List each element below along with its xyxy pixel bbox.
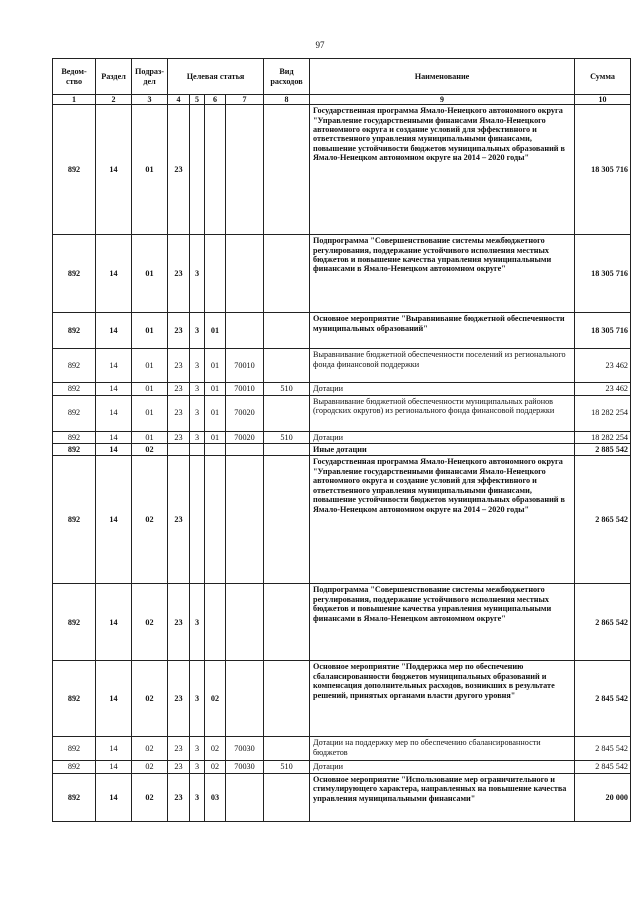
naimenovanie-cell: Дотации [310, 431, 575, 443]
razdel-cell: 14 [96, 584, 132, 661]
razdel-cell: 14 [96, 773, 132, 821]
table-row [53, 773, 631, 821]
summa-cell: 18 282 254 [575, 431, 631, 443]
column-number-cell: 3 [132, 95, 168, 105]
celevaya-statya-subprogram-cell: 3 [190, 383, 205, 395]
celevaya-statya-program-cell: 23 [168, 235, 190, 313]
vid-rashodov-cell [264, 395, 310, 431]
celevaya-statya-event-cell: 03 [205, 773, 226, 821]
summa-cell: 18 282 254 [575, 395, 631, 431]
naimenovanie-cell: Дотации [310, 383, 575, 395]
celevaya-statya-event-cell [205, 444, 226, 456]
header-vedomstvo: Ведом-ство [53, 59, 96, 95]
celevaya-statya-program-cell: 23 [168, 737, 190, 761]
vid-rashodov-cell [264, 235, 310, 313]
celevaya-statya-direction-cell: 70010 [226, 349, 264, 383]
celevaya-statya-subprogram-cell [190, 105, 205, 235]
celevaya-statya-direction-cell: 70030 [226, 737, 264, 761]
vid-rashodov-cell: 510 [264, 383, 310, 395]
celevaya-statya-subprogram-cell: 3 [190, 235, 205, 313]
vedomstvo-cell: 892 [53, 444, 96, 456]
vedomstvo-cell: 892 [53, 349, 96, 383]
celevaya-statya-program-cell: 23 [168, 773, 190, 821]
table-row [53, 235, 631, 313]
celevaya-statya-program-cell: 23 [168, 105, 190, 235]
celevaya-statya-direction-cell: 70020 [226, 395, 264, 431]
celevaya-statya-direction-cell [226, 105, 264, 235]
celevaya-statya-direction-cell [226, 444, 264, 456]
podrazdel-cell: 02 [132, 584, 168, 661]
vedomstvo-cell: 892 [53, 235, 96, 313]
podrazdel-cell: 01 [132, 105, 168, 235]
naimenovanie-cell: Дотации на поддержку мер по обеспечению сбалансированности бюджетов [310, 737, 575, 761]
celevaya-statya-direction-cell: 70030 [226, 761, 264, 773]
razdel-cell: 14 [96, 761, 132, 773]
column-number-cell: 8 [264, 95, 310, 105]
celevaya-statya-event-cell: 02 [205, 661, 226, 737]
column-number-cell: 10 [575, 95, 631, 105]
summa-cell: 18 305 716 [575, 105, 631, 235]
podrazdel-cell: 01 [132, 313, 168, 349]
vid-rashodov-cell [264, 661, 310, 737]
celevaya-statya-direction-cell [226, 773, 264, 821]
celevaya-statya-direction-cell [226, 313, 264, 349]
summa-cell: 2 845 542 [575, 761, 631, 773]
summa-cell: 2 845 542 [575, 737, 631, 761]
summa-cell: 20 000 [575, 773, 631, 821]
celevaya-statya-subprogram-cell: 3 [190, 661, 205, 737]
budget-table [52, 58, 631, 822]
celevaya-statya-program-cell: 23 [168, 383, 190, 395]
table-row [53, 761, 631, 773]
table-row [53, 349, 631, 383]
podrazdel-cell: 02 [132, 737, 168, 761]
naimenovanie-cell: Подпрограмма "Совершенствование системы межбюджетного регулирования, поддержание устойчивого исполнения местных бюджетов и повышение качества управления муниципальными финансами в Ямало-Ненецком автономном округе" [310, 584, 575, 661]
celevaya-statya-direction-cell [226, 456, 264, 584]
vedomstvo-cell: 892 [53, 313, 96, 349]
table-row [53, 456, 631, 584]
vid-rashodov-cell: 510 [264, 761, 310, 773]
header-summa: Сумма [575, 59, 631, 95]
podrazdel-cell: 01 [132, 349, 168, 383]
vid-rashodov-cell [264, 349, 310, 383]
celevaya-statya-event-cell [205, 105, 226, 235]
table-row [53, 444, 631, 456]
summa-cell: 23 462 [575, 349, 631, 383]
vid-rashodov-cell [264, 456, 310, 584]
vid-rashodov-cell [264, 584, 310, 661]
table-row [53, 395, 631, 431]
razdel-cell: 14 [96, 313, 132, 349]
celevaya-statya-event-cell: 01 [205, 395, 226, 431]
razdel-cell: 14 [96, 349, 132, 383]
summa-cell: 2 845 542 [575, 661, 631, 737]
celevaya-statya-subprogram-cell: 3 [190, 737, 205, 761]
celevaya-statya-event-cell: 01 [205, 313, 226, 349]
vedomstvo-cell: 892 [53, 105, 96, 235]
summa-cell: 18 305 716 [575, 235, 631, 313]
naimenovanie-cell: Основное мероприятие "Использование мер ограничительного и стимулирующего характера, направленных на повышение качества управления муниципальными финансами" [310, 773, 575, 821]
podrazdel-cell: 02 [132, 773, 168, 821]
celevaya-statya-subprogram-cell [190, 444, 205, 456]
podrazdel-cell: 02 [132, 444, 168, 456]
podrazdel-cell: 01 [132, 383, 168, 395]
column-number-cell: 2 [96, 95, 132, 105]
column-number-cell: 7 [226, 95, 264, 105]
podrazdel-cell: 01 [132, 395, 168, 431]
column-number-cell: 9 [310, 95, 575, 105]
celevaya-statya-program-cell: 23 [168, 661, 190, 737]
summa-cell: 18 305 716 [575, 313, 631, 349]
celevaya-statya-direction-cell: 70020 [226, 431, 264, 443]
razdel-cell: 14 [96, 105, 132, 235]
celevaya-statya-direction-cell [226, 584, 264, 661]
celevaya-statya-subprogram-cell: 3 [190, 349, 205, 383]
summa-cell: 2 885 542 [575, 444, 631, 456]
celevaya-statya-subprogram-cell: 3 [190, 584, 205, 661]
naimenovanie-cell: Выравнивание бюджетной обеспеченности муниципальных районов (городских округов) из регионального фонда финансовой поддержки [310, 395, 575, 431]
vedomstvo-cell: 892 [53, 456, 96, 584]
naimenovanie-cell: Государственная программа Ямало-Ненецкого автономного округа "Управление государственными финансами Ямало-Ненецкого автономного округа и создание условий для эффективного и ответственного управления муниципальными финансами, повышение устойчивости бюджетов муниципальных образований в Ямало-Ненецком автономном округе на 2014 – 2020 годы" [310, 105, 575, 235]
vedomstvo-cell: 892 [53, 431, 96, 443]
column-number-cell: 1 [53, 95, 96, 105]
vid-rashodov-cell [264, 444, 310, 456]
celevaya-statya-event-cell [205, 235, 226, 313]
vid-rashodov-cell [264, 737, 310, 761]
celevaya-statya-program-cell: 23 [168, 431, 190, 443]
header-row [53, 59, 631, 95]
celevaya-statya-program-cell: 23 [168, 395, 190, 431]
table-row [53, 383, 631, 395]
vid-rashodov-cell [264, 313, 310, 349]
naimenovanie-cell: Выравнивание бюджетной обеспеченности поселений из регионального фонда финансовой поддержки [310, 349, 575, 383]
vedomstvo-cell: 892 [53, 773, 96, 821]
razdel-cell: 14 [96, 737, 132, 761]
summa-cell: 2 865 542 [575, 584, 631, 661]
naimenovanie-cell: Основное мероприятие "Поддержка мер по обеспечению сбалансированности бюджетов муниципальных образований и компенсация дополнительных расходов, возникших в результате решений, принятых органами власти другого уровня" [310, 661, 575, 737]
celevaya-statya-direction-cell: 70010 [226, 383, 264, 395]
celevaya-statya-event-cell: 01 [205, 431, 226, 443]
summa-cell: 2 865 542 [575, 456, 631, 584]
vedomstvo-cell: 892 [53, 584, 96, 661]
naimenovanie-cell: Подпрограмма "Совершенствование системы межбюджетного регулирования, поддержание устойчивого исполнения местных бюджетов и повышение качества управления муниципальными финансами в Ямало-Ненецком автономном округе" [310, 235, 575, 313]
celevaya-statya-program-cell: 23 [168, 761, 190, 773]
celevaya-statya-program-cell: 23 [168, 349, 190, 383]
razdel-cell: 14 [96, 661, 132, 737]
celevaya-statya-subprogram-cell: 3 [190, 431, 205, 443]
celevaya-statya-event-cell: 01 [205, 349, 226, 383]
header-razdel: Раздел [96, 59, 132, 95]
celevaya-statya-subprogram-cell: 3 [190, 395, 205, 431]
naimenovanie-cell: Иные дотации [310, 444, 575, 456]
podrazdel-cell: 01 [132, 235, 168, 313]
column-number-cell: 5 [190, 95, 205, 105]
header-vid-rashodov: Вид расходов [264, 59, 310, 95]
table-row [53, 584, 631, 661]
header-celevaya-statya: Целевая статья [168, 59, 264, 95]
naimenovanie-cell: Основное мероприятие "Выравнивание бюджетной обеспеченности муниципальных образований" [310, 313, 575, 349]
vedomstvo-cell: 892 [53, 383, 96, 395]
razdel-cell: 14 [96, 383, 132, 395]
celevaya-statya-direction-cell [226, 235, 264, 313]
header-naimenovanie: Наименование [310, 59, 575, 95]
table-row [53, 661, 631, 737]
vedomstvo-cell: 892 [53, 737, 96, 761]
vid-rashodov-cell [264, 773, 310, 821]
celevaya-statya-event-cell [205, 456, 226, 584]
vid-rashodov-cell: 510 [264, 431, 310, 443]
razdel-cell: 14 [96, 235, 132, 313]
column-number-row [53, 95, 631, 105]
table-row [53, 105, 631, 235]
celevaya-statya-program-cell: 23 [168, 456, 190, 584]
table-row [53, 737, 631, 761]
table-row [53, 431, 631, 443]
celevaya-statya-subprogram-cell: 3 [190, 773, 205, 821]
vedomstvo-cell: 892 [53, 761, 96, 773]
naimenovanie-cell: Дотации [310, 761, 575, 773]
column-number-cell: 4 [168, 95, 190, 105]
celevaya-statya-event-cell: 02 [205, 737, 226, 761]
podrazdel-cell: 01 [132, 431, 168, 443]
celevaya-statya-program-cell: 23 [168, 584, 190, 661]
celevaya-statya-event-cell: 02 [205, 761, 226, 773]
razdel-cell: 14 [96, 431, 132, 443]
table-row [53, 313, 631, 349]
celevaya-statya-subprogram-cell: 3 [190, 313, 205, 349]
podrazdel-cell: 02 [132, 456, 168, 584]
table-body [53, 105, 631, 822]
razdel-cell: 14 [96, 456, 132, 584]
naimenovanie-cell: Государственная программа Ямало-Ненецкого автономного округа "Управление государственными финансами Ямало-Ненецкого автономного округа и создание условий для эффективного и ответственного управления муниципальными финансами, повышение устойчивости бюджетов муниципальных образований в Ямало-Ненецком автономном округе на 2014 – 2020 годы" [310, 456, 575, 584]
summa-cell: 23 462 [575, 383, 631, 395]
celevaya-statya-program-cell [168, 444, 190, 456]
razdel-cell: 14 [96, 395, 132, 431]
razdel-cell: 14 [96, 444, 132, 456]
column-number-cell: 6 [205, 95, 226, 105]
vedomstvo-cell: 892 [53, 395, 96, 431]
celevaya-statya-subprogram-cell: 3 [190, 761, 205, 773]
celevaya-statya-event-cell [205, 584, 226, 661]
page-number: 97 [315, 40, 325, 50]
podrazdel-cell: 02 [132, 761, 168, 773]
podrazdel-cell: 02 [132, 661, 168, 737]
celevaya-statya-subprogram-cell [190, 456, 205, 584]
vid-rashodov-cell [264, 105, 310, 235]
celevaya-statya-program-cell: 23 [168, 313, 190, 349]
vedomstvo-cell: 892 [53, 661, 96, 737]
celevaya-statya-direction-cell [226, 661, 264, 737]
header-podrazdel: Подраз-дел [132, 59, 168, 95]
celevaya-statya-event-cell: 01 [205, 383, 226, 395]
